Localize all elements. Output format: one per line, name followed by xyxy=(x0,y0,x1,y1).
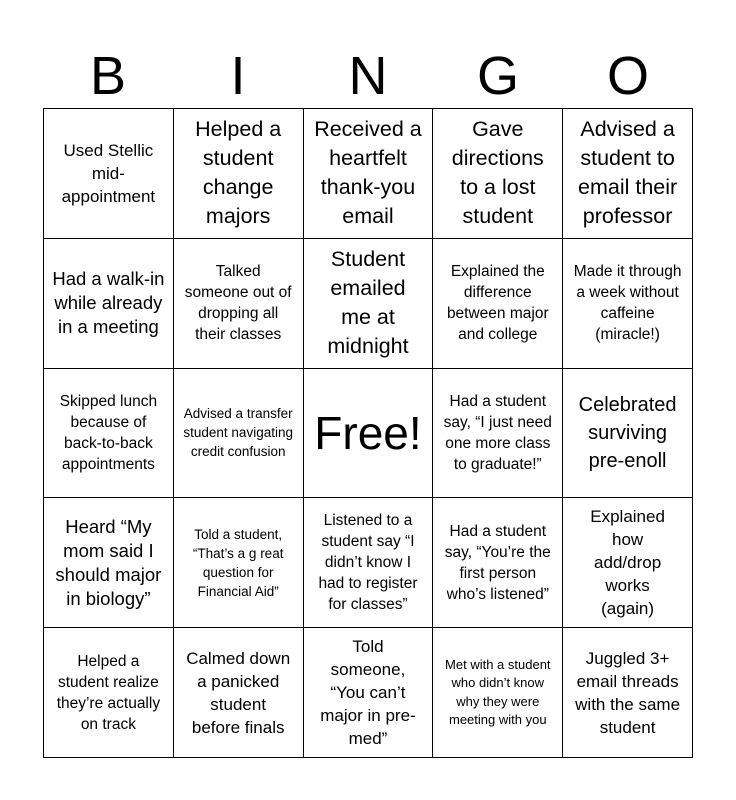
cell-label: Listened to a student say “I didn’t know I had to register for classes” xyxy=(318,512,418,614)
cell-label: Calmed down a panicked student before finals xyxy=(186,648,291,737)
header-letter-i: I xyxy=(230,46,246,106)
cell-label: Celebrated surviving pre-enoll xyxy=(578,393,677,472)
bingo-cell-r1c3[interactable] xyxy=(304,109,434,239)
bingo-cell-r5c1[interactable] xyxy=(44,628,174,758)
bingo-cell-r5c2[interactable] xyxy=(174,628,304,758)
cell-label: Made it through a week without caffeine (miracle!) xyxy=(573,263,682,344)
cell-label: Explained the difference between major and college xyxy=(446,263,549,344)
bingo-cell-r2c4[interactable] xyxy=(433,239,563,369)
cell-label: Juggled 3+ email threads with the same student xyxy=(575,648,681,737)
header-letter-o: O xyxy=(606,46,649,106)
cell-label: Helped a student realize they’re actually on track xyxy=(56,652,161,733)
cell-label: Student emailed me at midnight xyxy=(327,247,409,359)
bingo-cell-r4c2[interactable] xyxy=(174,498,304,628)
cell-label: Advised a transfer student navigating credit confusion xyxy=(183,406,293,460)
header-letter-b: B xyxy=(89,46,127,106)
cell-label: Advised a student to email their professor xyxy=(578,117,678,229)
bingo-cell-r1c5[interactable] xyxy=(563,109,693,239)
bingo-cell-r5c5[interactable] xyxy=(563,628,693,758)
free-space-label: Free! xyxy=(314,406,422,459)
bingo-cell-r1c4[interactable] xyxy=(433,109,563,239)
bingo-cell-r4c1[interactable] xyxy=(44,498,174,628)
bingo-cell-r3c5[interactable] xyxy=(563,369,693,499)
bingo-cell-r2c2[interactable] xyxy=(174,239,304,369)
bingo-cell-r3c4[interactable] xyxy=(433,369,563,499)
bingo-cell-r3c2[interactable] xyxy=(174,369,304,499)
bingo-header xyxy=(43,44,693,108)
bingo-cell-r5c3[interactable] xyxy=(304,628,434,758)
cell-label: Gave directions to a lost student xyxy=(451,117,544,229)
header-letter-g: G xyxy=(476,46,519,106)
bingo-cell-r3c3[interactable] xyxy=(304,369,434,499)
bingo-cell-r2c3[interactable] xyxy=(304,239,434,369)
cell-label: Heard “My mom said I should major in biology” xyxy=(55,515,162,609)
bingo-cell-r5c4[interactable] xyxy=(433,628,563,758)
cell-label: Skipped lunch because of back-to-back appointments xyxy=(59,392,158,473)
bingo-cell-r1c1[interactable] xyxy=(44,109,174,239)
cell-label: Received a heartfelt thank-you email xyxy=(314,117,422,229)
cell-label: Used Stellic mid-appointment xyxy=(61,140,156,206)
cell-label: Told someone, “You can’t major in pre-med” xyxy=(320,637,416,749)
header-letter-n: N xyxy=(348,46,388,106)
bingo-cell-r4c3[interactable] xyxy=(304,498,434,628)
bingo-cell-r4c4[interactable] xyxy=(433,498,563,628)
cell-label: Talked someone out of dropping all their classes xyxy=(184,263,292,344)
bingo-grid xyxy=(43,108,693,758)
cell-label: Had a student say, “You’re the first person who’s listened” xyxy=(444,522,551,603)
bingo-cell-r3c1[interactable] xyxy=(44,369,174,499)
cell-label: Told a student, “That’s a g reat question for Financial Aid” xyxy=(192,526,284,599)
bingo-cell-r2c5[interactable] xyxy=(563,239,693,369)
cell-label: Explained how add/drop works (again) xyxy=(590,507,665,619)
cell-label: Had a student say, “I just need one more class to graduate!” xyxy=(443,392,552,473)
cell-label: Helped a student change majors xyxy=(195,117,282,229)
bingo-cell-r4c5[interactable] xyxy=(563,498,693,628)
cell-label: Had a walk-in while already in a meeting xyxy=(52,268,165,338)
bingo-cell-r2c1[interactable] xyxy=(44,239,174,369)
cell-label: Met with a student who didn’t know why they were meeting with you xyxy=(445,656,551,728)
bingo-cell-r1c2[interactable] xyxy=(174,109,304,239)
